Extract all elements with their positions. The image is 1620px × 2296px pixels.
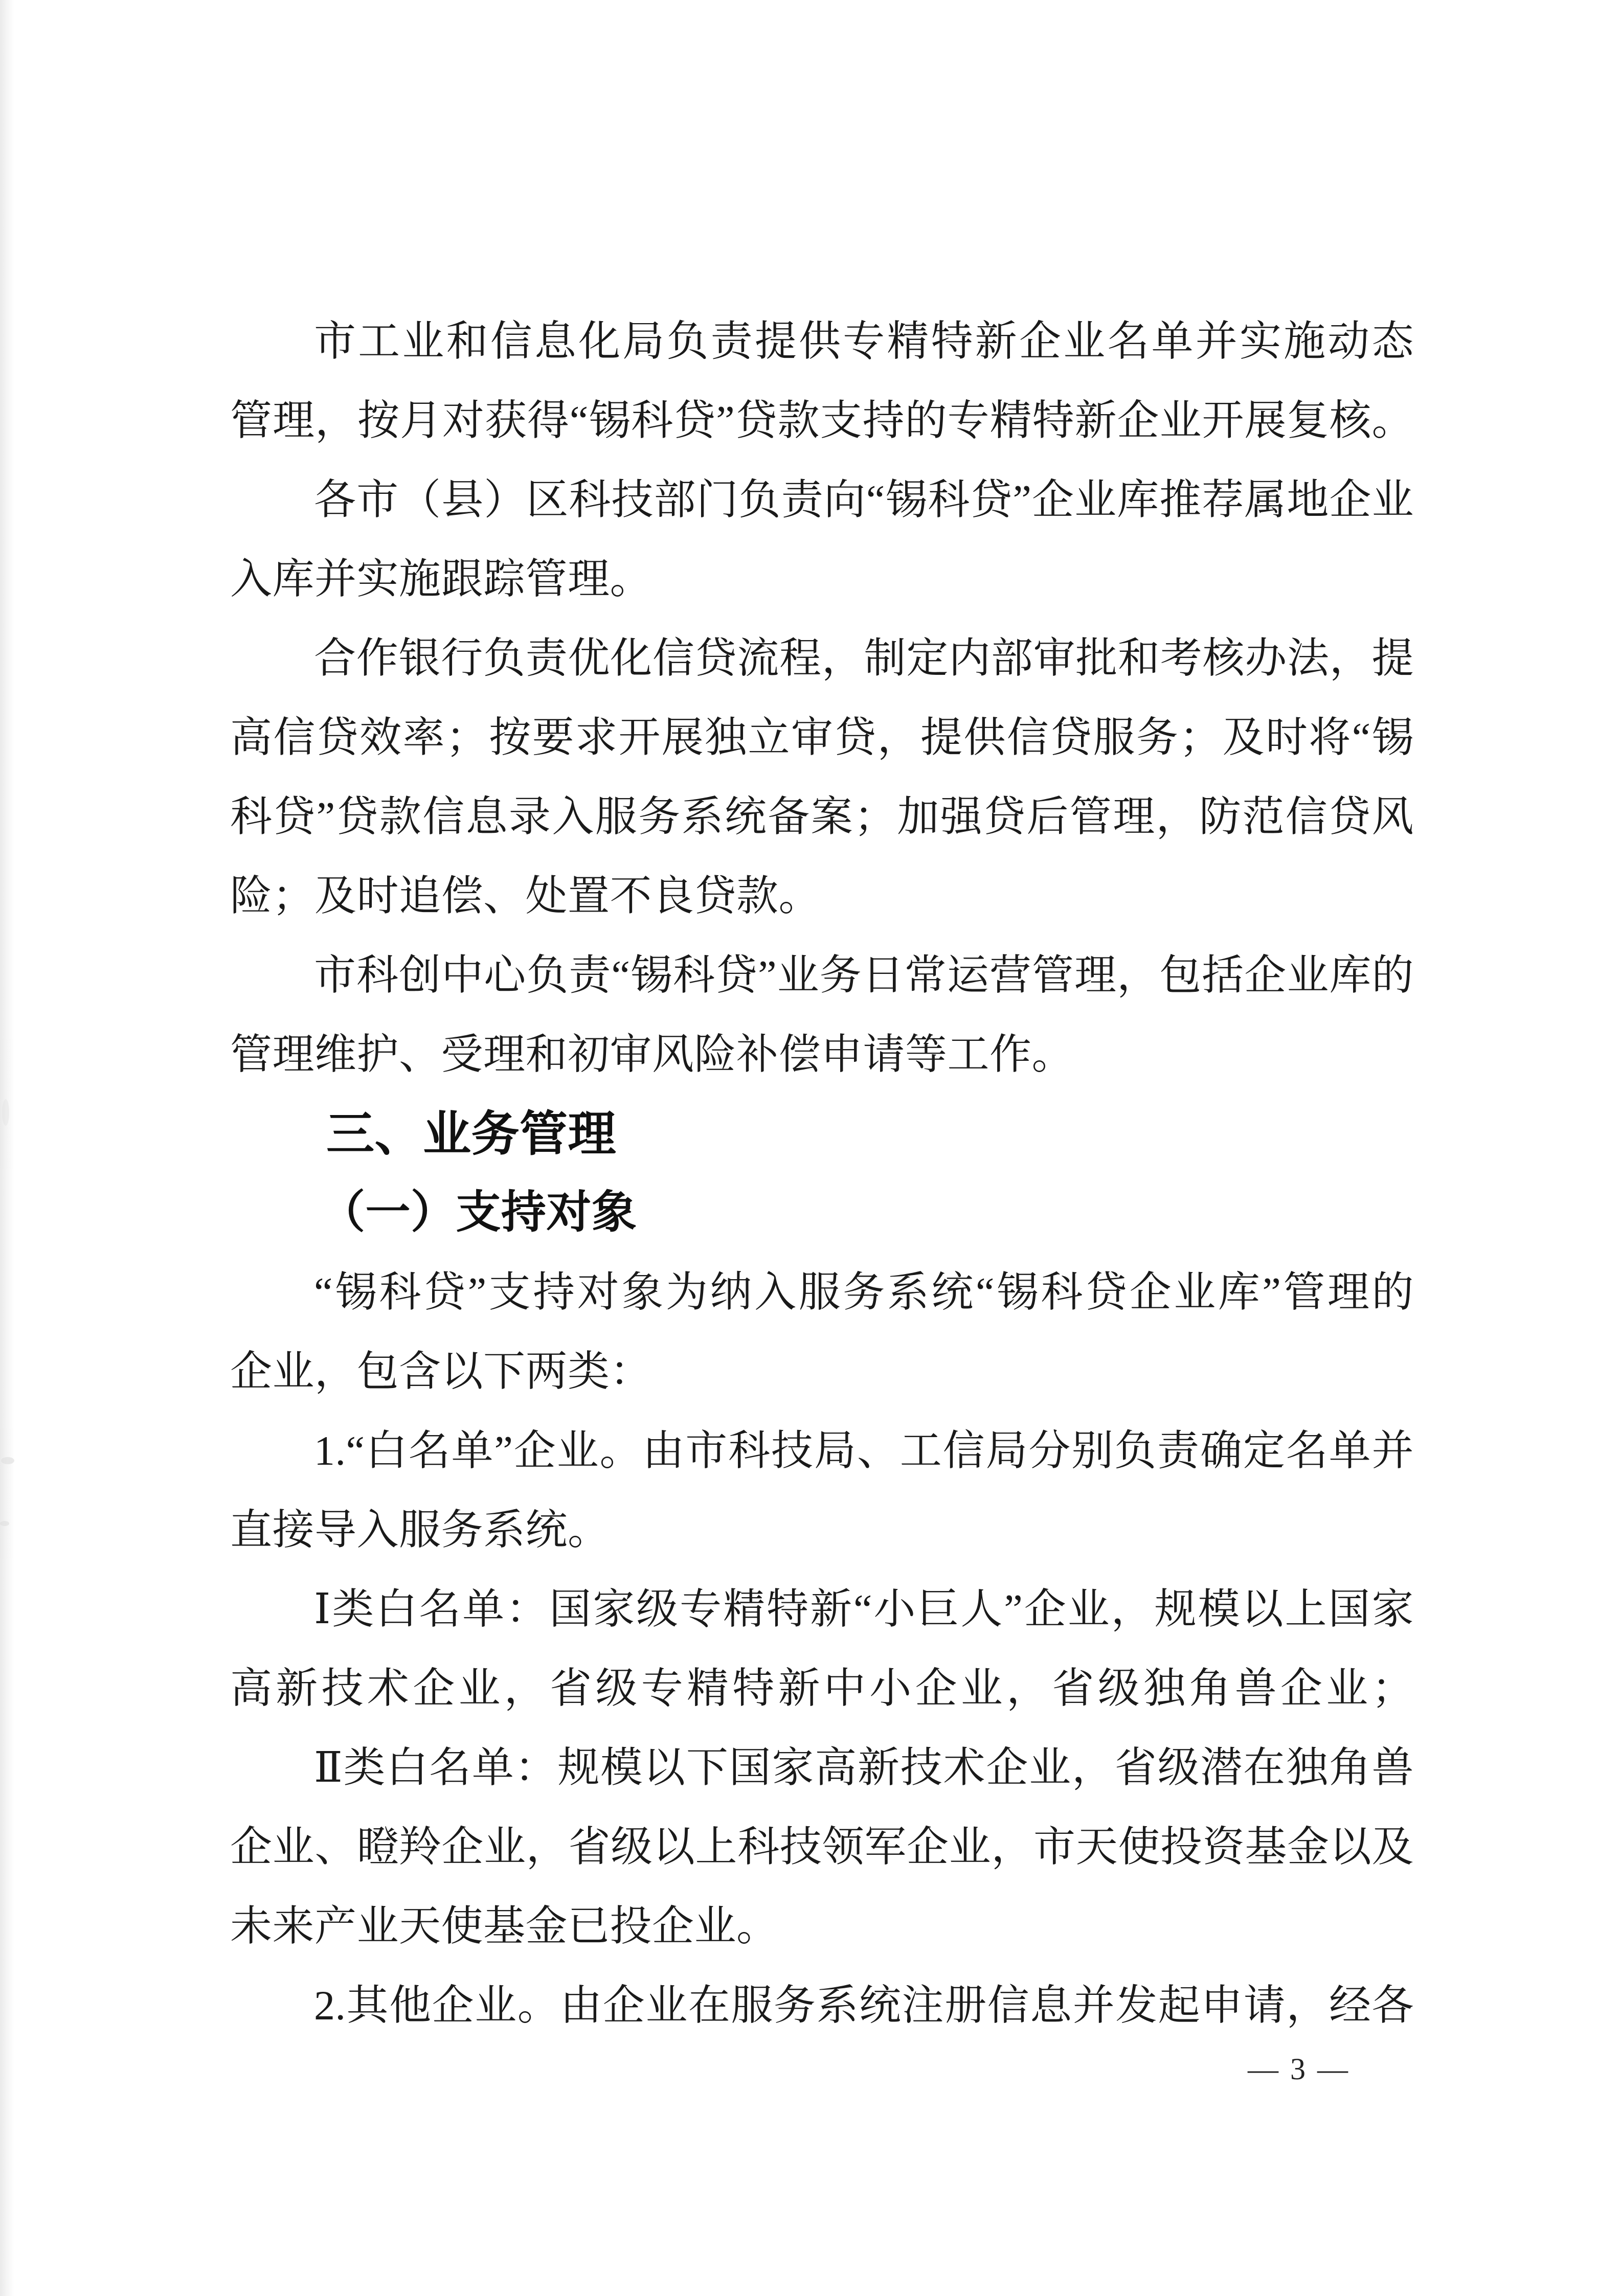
section-heading: 三、业务管理 bbox=[326, 1107, 617, 1161]
text-line: 企业、瞪羚企业，省级以上科技领军企业，市天使投资基金以及 bbox=[230, 1824, 1414, 1870]
text-line: Ⅰ类白名单：国家级专精特新“小巨人”企业，规模以上国家 bbox=[314, 1586, 1414, 1632]
scan-smudge bbox=[2, 1099, 9, 1126]
text-line: 入库并实施跟踪管理。 bbox=[230, 556, 652, 602]
document-body bbox=[230, 302, 1414, 2045]
scan-smudge bbox=[1, 1457, 14, 1464]
text-line: 1.“白名单”企业。由市科技局、工信局分别负责确定名单并 bbox=[314, 1427, 1414, 1474]
text-line: 险；及时追偿、处置不良贷款。 bbox=[230, 873, 821, 919]
text-line: Ⅱ类白名单：规模以下国家高新技术企业，省级潜在独角兽 bbox=[314, 1744, 1414, 1791]
text-line: 管理维护、受理和初审风险补偿申请等工作。 bbox=[230, 1031, 1074, 1078]
text-line: 高信贷效率；按要求开展独立审贷，提供信贷服务；及时将“锡 bbox=[230, 714, 1414, 761]
text-line: 市科创中心负责“锡科贷”业务日常运营管理，包括企业库的 bbox=[314, 952, 1414, 998]
text-line: 科贷”贷款信息录入服务系统备案；加强贷后管理，防范信贷风 bbox=[230, 793, 1414, 840]
page-number: — 3 — bbox=[1248, 2052, 1350, 2086]
text-line: “锡科贷”支持对象为纳入服务系统“锡科贷企业库”管理的 bbox=[314, 1269, 1414, 1315]
scan-smudge bbox=[0, 1521, 9, 1526]
text-line: 合作银行负责优化信贷流程，制定内部审批和考核办法，提 bbox=[314, 635, 1414, 681]
text-line: 直接导入服务系统。 bbox=[230, 1507, 610, 1553]
text-line: 企业，包含以下两类： bbox=[230, 1348, 652, 1395]
text-line: 各市（县）区科技部门负责向“锡科贷”企业库推荐属地企业 bbox=[314, 476, 1414, 523]
text-line: 高新技术企业，省级专精特新中小企业，省级独角兽企业； bbox=[230, 1665, 1414, 1712]
sub-section-heading: （一）支持对象 bbox=[320, 1188, 637, 1238]
text-line: 市工业和信息化局负责提供专精特新企业名单并实施动态 bbox=[314, 318, 1414, 365]
text-line: 未来产业天使基金已投企业。 bbox=[230, 1903, 779, 1949]
text-line: 管理，按月对获得“锡科贷”贷款支持的专精特新企业开展复核。 bbox=[230, 397, 1414, 444]
scan-edge-artifact bbox=[0, 0, 14, 2296]
text-line: 2.其他企业。由企业在服务系统注册信息并发起申请，经各 bbox=[314, 1982, 1414, 2029]
